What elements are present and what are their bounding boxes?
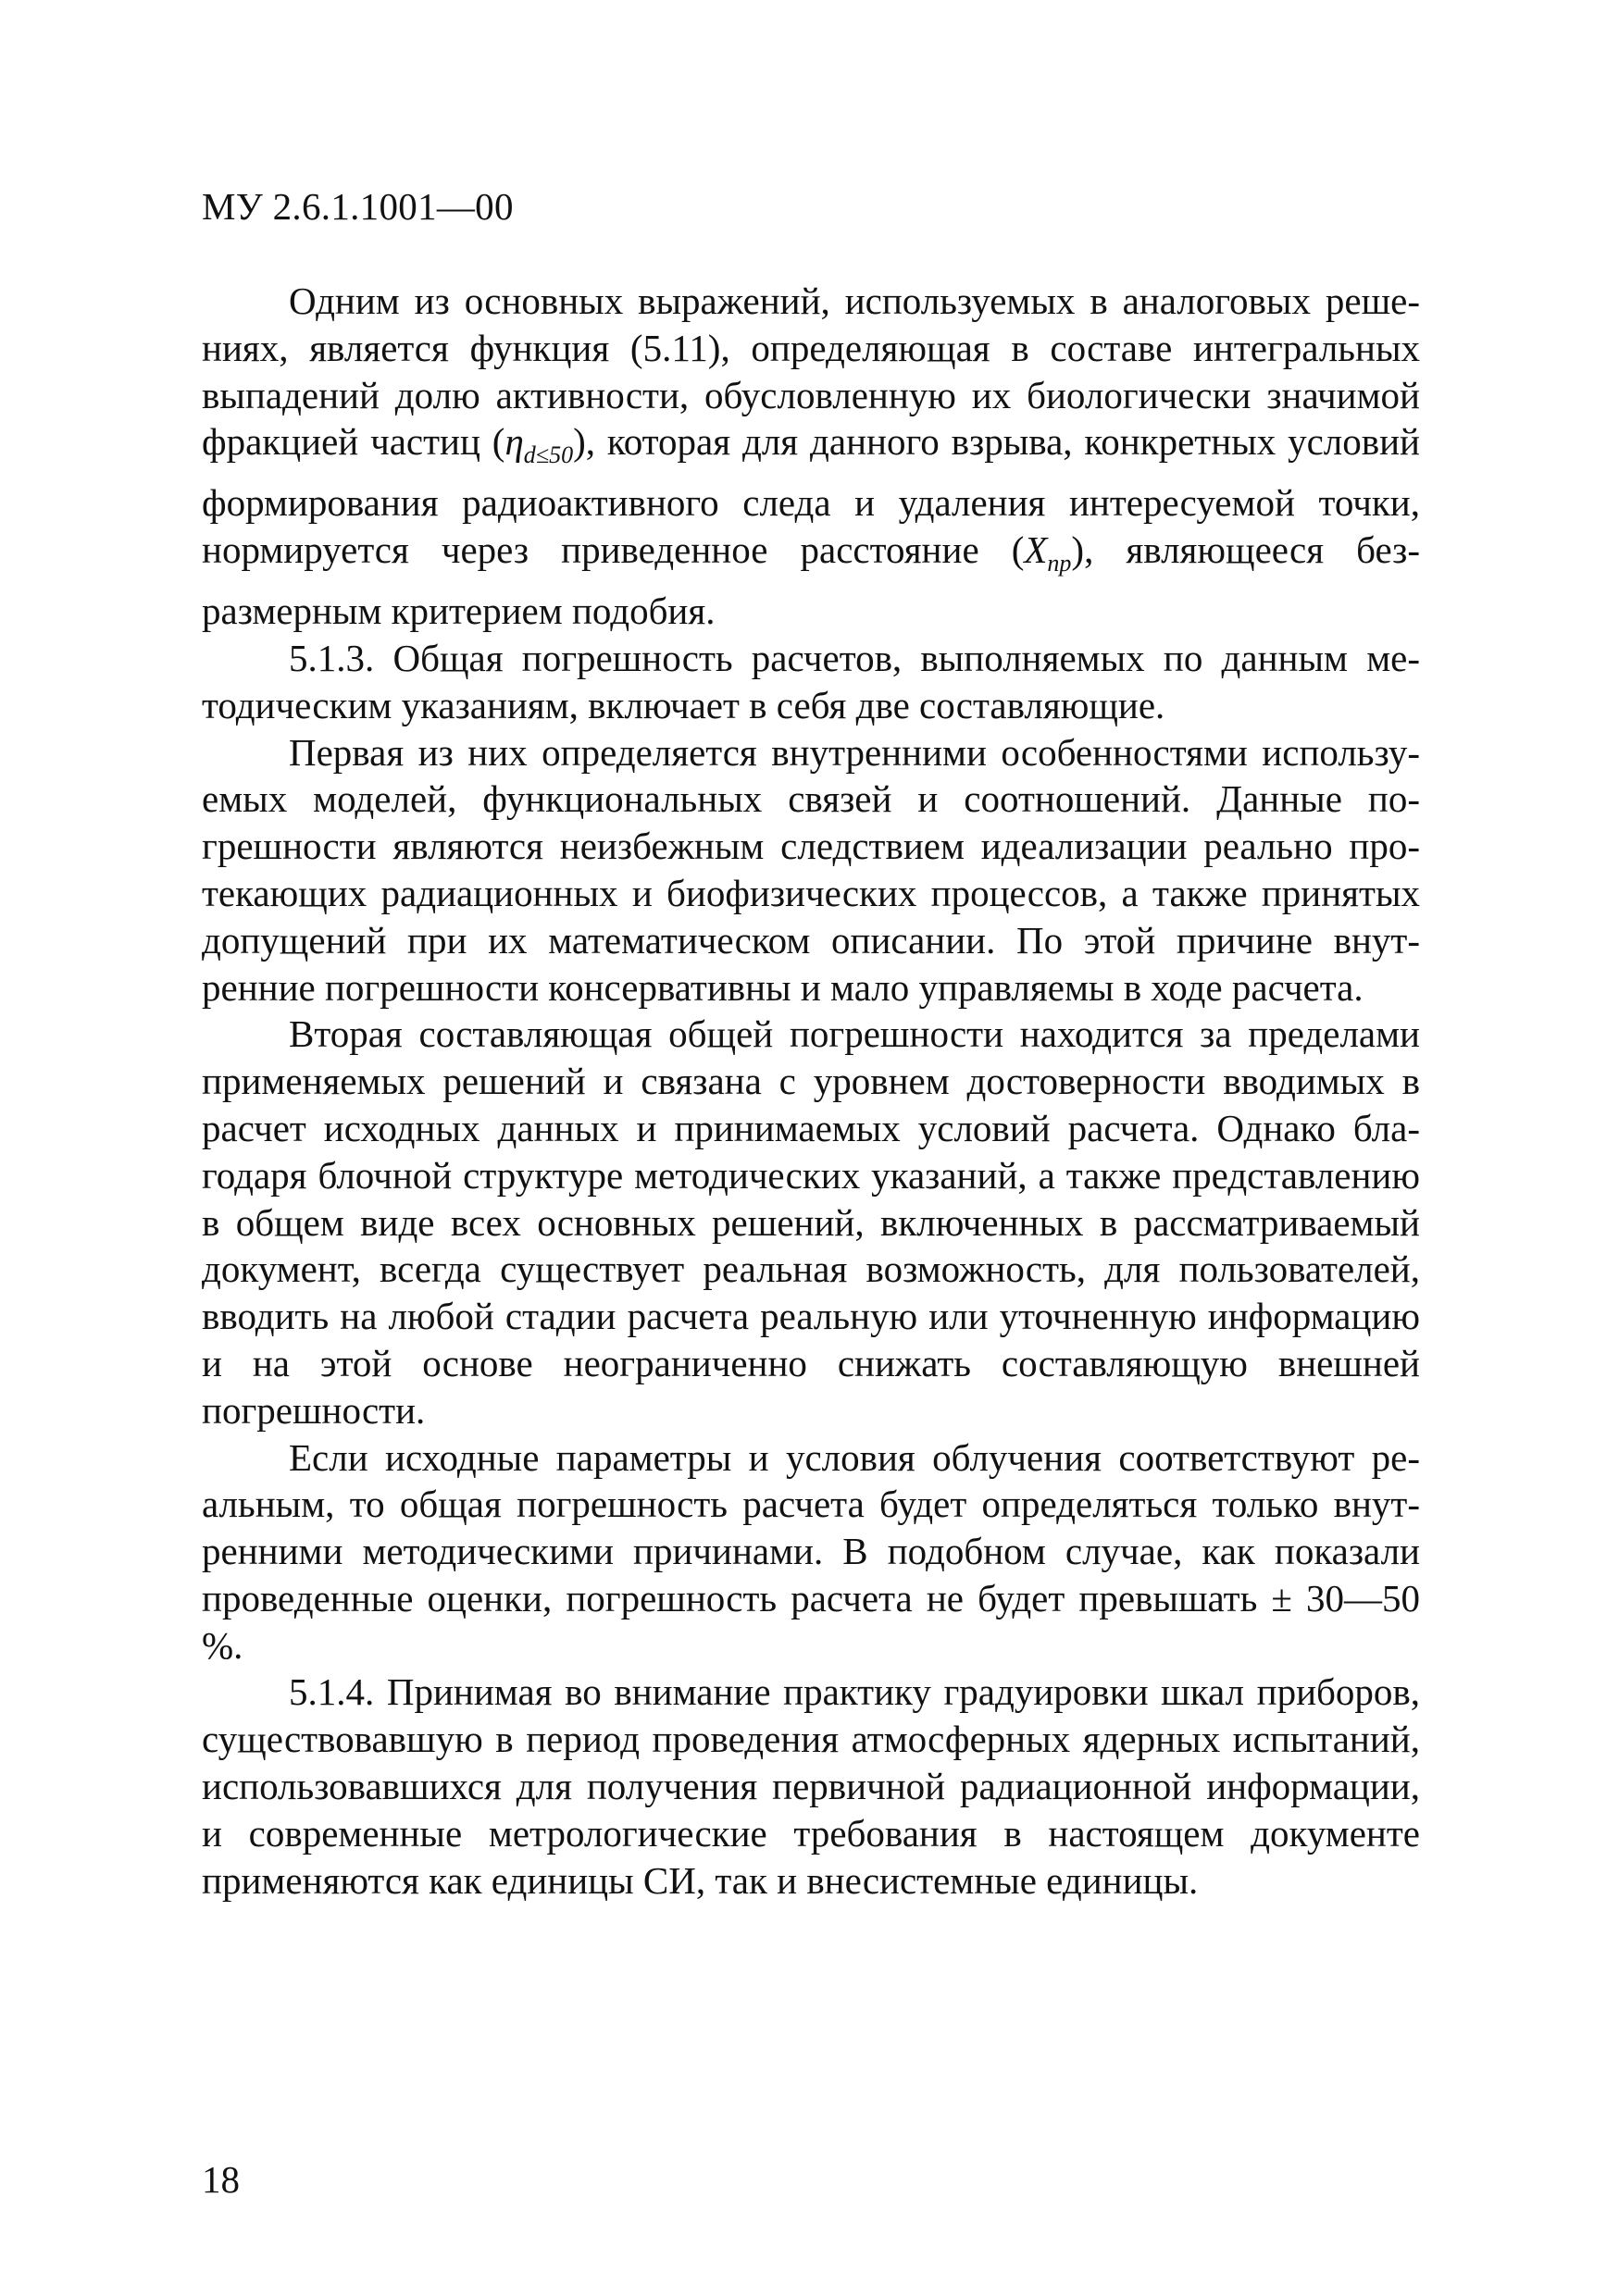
- paragraph-internal-error: Первая из них определяется внутренними особенностями используемых моделей, функциональных связей и соотношений. Данные погрешности являются неизбежным следствием идеализации реально протекающих радиационных и биофизических процессов, а также принятых допущений при их математическом описании. По этой причине внутренние погрешности консервативны и мало управляемы в ходе расчета.: [202, 730, 1420, 1009]
- paragraph-1-text-a: Одним из основных выражений, используемых в аналоговых решениях, является функция (5.11), определяющая в составе интегральных выпадений долю активности, обусловленную их биологически значимой фракцией частиц (: [202, 279, 1420, 464]
- x-subscript: пр: [1047, 550, 1072, 577]
- page-number: 18: [202, 2158, 240, 2201]
- paragraph-external-error: Вторая составляющая общей погрешности находится за пределами применяемых решений и связана с уровнем достоверности вводимых в расчет исходных данных и принимаемых условий расчета. Однако благодаря блочной структуре методических указаний, а также представлению в общем виде всех основных решений, включенных в рассматриваемый документ, всегда существует реальная возможность, для пользователей, вводить на любой стадии расчета реальную или уточненную информацию и на этой основе неограниченно снижать составляющую внешней погрешности.: [202, 1012, 1420, 1432]
- eta-subscript: d≤50: [523, 441, 574, 469]
- document-code-header: МУ 2.6.1.1001—00: [202, 185, 514, 228]
- paragraph-section-5-1-4: 5.1.4. Принимая во внимание практику градуировки шкал приборов, существовавшую в период проведения атмосферных ядерных испытаний, использовавшихся для получения первичной радиационной информации, и современные метрологические требования в настоящем документе применяются как единицы СИ, так и внесистемные единицы.: [202, 1670, 1420, 1902]
- paragraph-1-text-c: ), являющееся безразмерным критерием подобия.: [202, 528, 1420, 633]
- paragraph-total-error: Если исходные параметры и условия облучения соответствуют реальным, то общая погрешность расчета будет определяться только внутренними методическими причинами. В подобном случае, как показали проведенные оценки, погрешность расчета не будет превышать ± 30—50 %.: [202, 1435, 1420, 1667]
- paragraph-1: [202, 278, 1420, 635]
- paragraph-section-5-1-3: 5.1.3. Общая погрешность расчетов, выполняемых по данным методическим указаниям, включает в себя две составляющие.: [202, 636, 1420, 726]
- x-symbol: X: [1024, 528, 1048, 572]
- eta-symbol: η: [504, 420, 524, 464]
- body-text: [202, 278, 1420, 1904]
- paragraph-1-text-b: ), которая для данного взрыва, конкретных условий формирования радиоактивного следа и удаления интересуемой точки, нормируется через приведенное расстояние (: [202, 420, 1420, 572]
